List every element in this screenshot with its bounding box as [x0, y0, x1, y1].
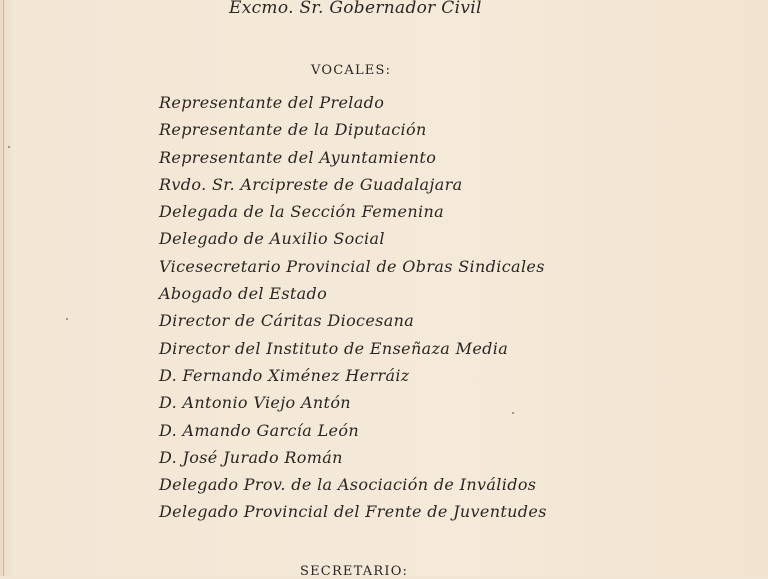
paper-speck — [8, 146, 10, 148]
vocal-item: D. Antonio Viejo Antón — [159, 393, 351, 413]
vocal-item: D. Fernando Ximénez Herráiz — [159, 365, 410, 385]
vocal-item: D. José Jurado Román — [159, 447, 343, 467]
vocal-item: Delegado de Auxilio Social — [159, 229, 385, 249]
vocal-item: Abogado del Estado — [159, 284, 328, 304]
paper-speck — [66, 318, 68, 320]
vocales-list — [159, 92, 547, 529]
vocal-item: Delegado Prov. de la Asociación de Inválidos — [159, 475, 537, 495]
page-edge — [3, 0, 4, 576]
vocal-item: Vicesecretario Provincial de Obras Sindicales — [159, 256, 545, 276]
vocal-item: D. Amando García León — [159, 420, 360, 440]
vocales-heading: VOCALES: — [311, 63, 392, 78]
vocal-item: Director de Cáritas Diocesana — [159, 311, 415, 331]
vocal-item: Director del Instituto de Enseñaza Media — [159, 338, 509, 358]
vocal-item: Representante del Ayuntamiento — [159, 147, 437, 167]
secretario-heading: SECRETARIO: — [300, 564, 409, 579]
vocal-item: Representante de la Diputación — [159, 120, 427, 140]
governor-heading: Excmo. Sr. Gobernador Civil — [229, 0, 482, 18]
vocal-item: Representante del Prelado — [159, 93, 385, 112]
vocal-item: Delegado Provincial del Frente de Juventudes — [159, 502, 547, 522]
vocal-item: Delegada de la Sección Femenina — [159, 202, 445, 222]
vocal-item: Rvdo. Sr. Arcipreste de Guadalajara — [159, 174, 463, 194]
